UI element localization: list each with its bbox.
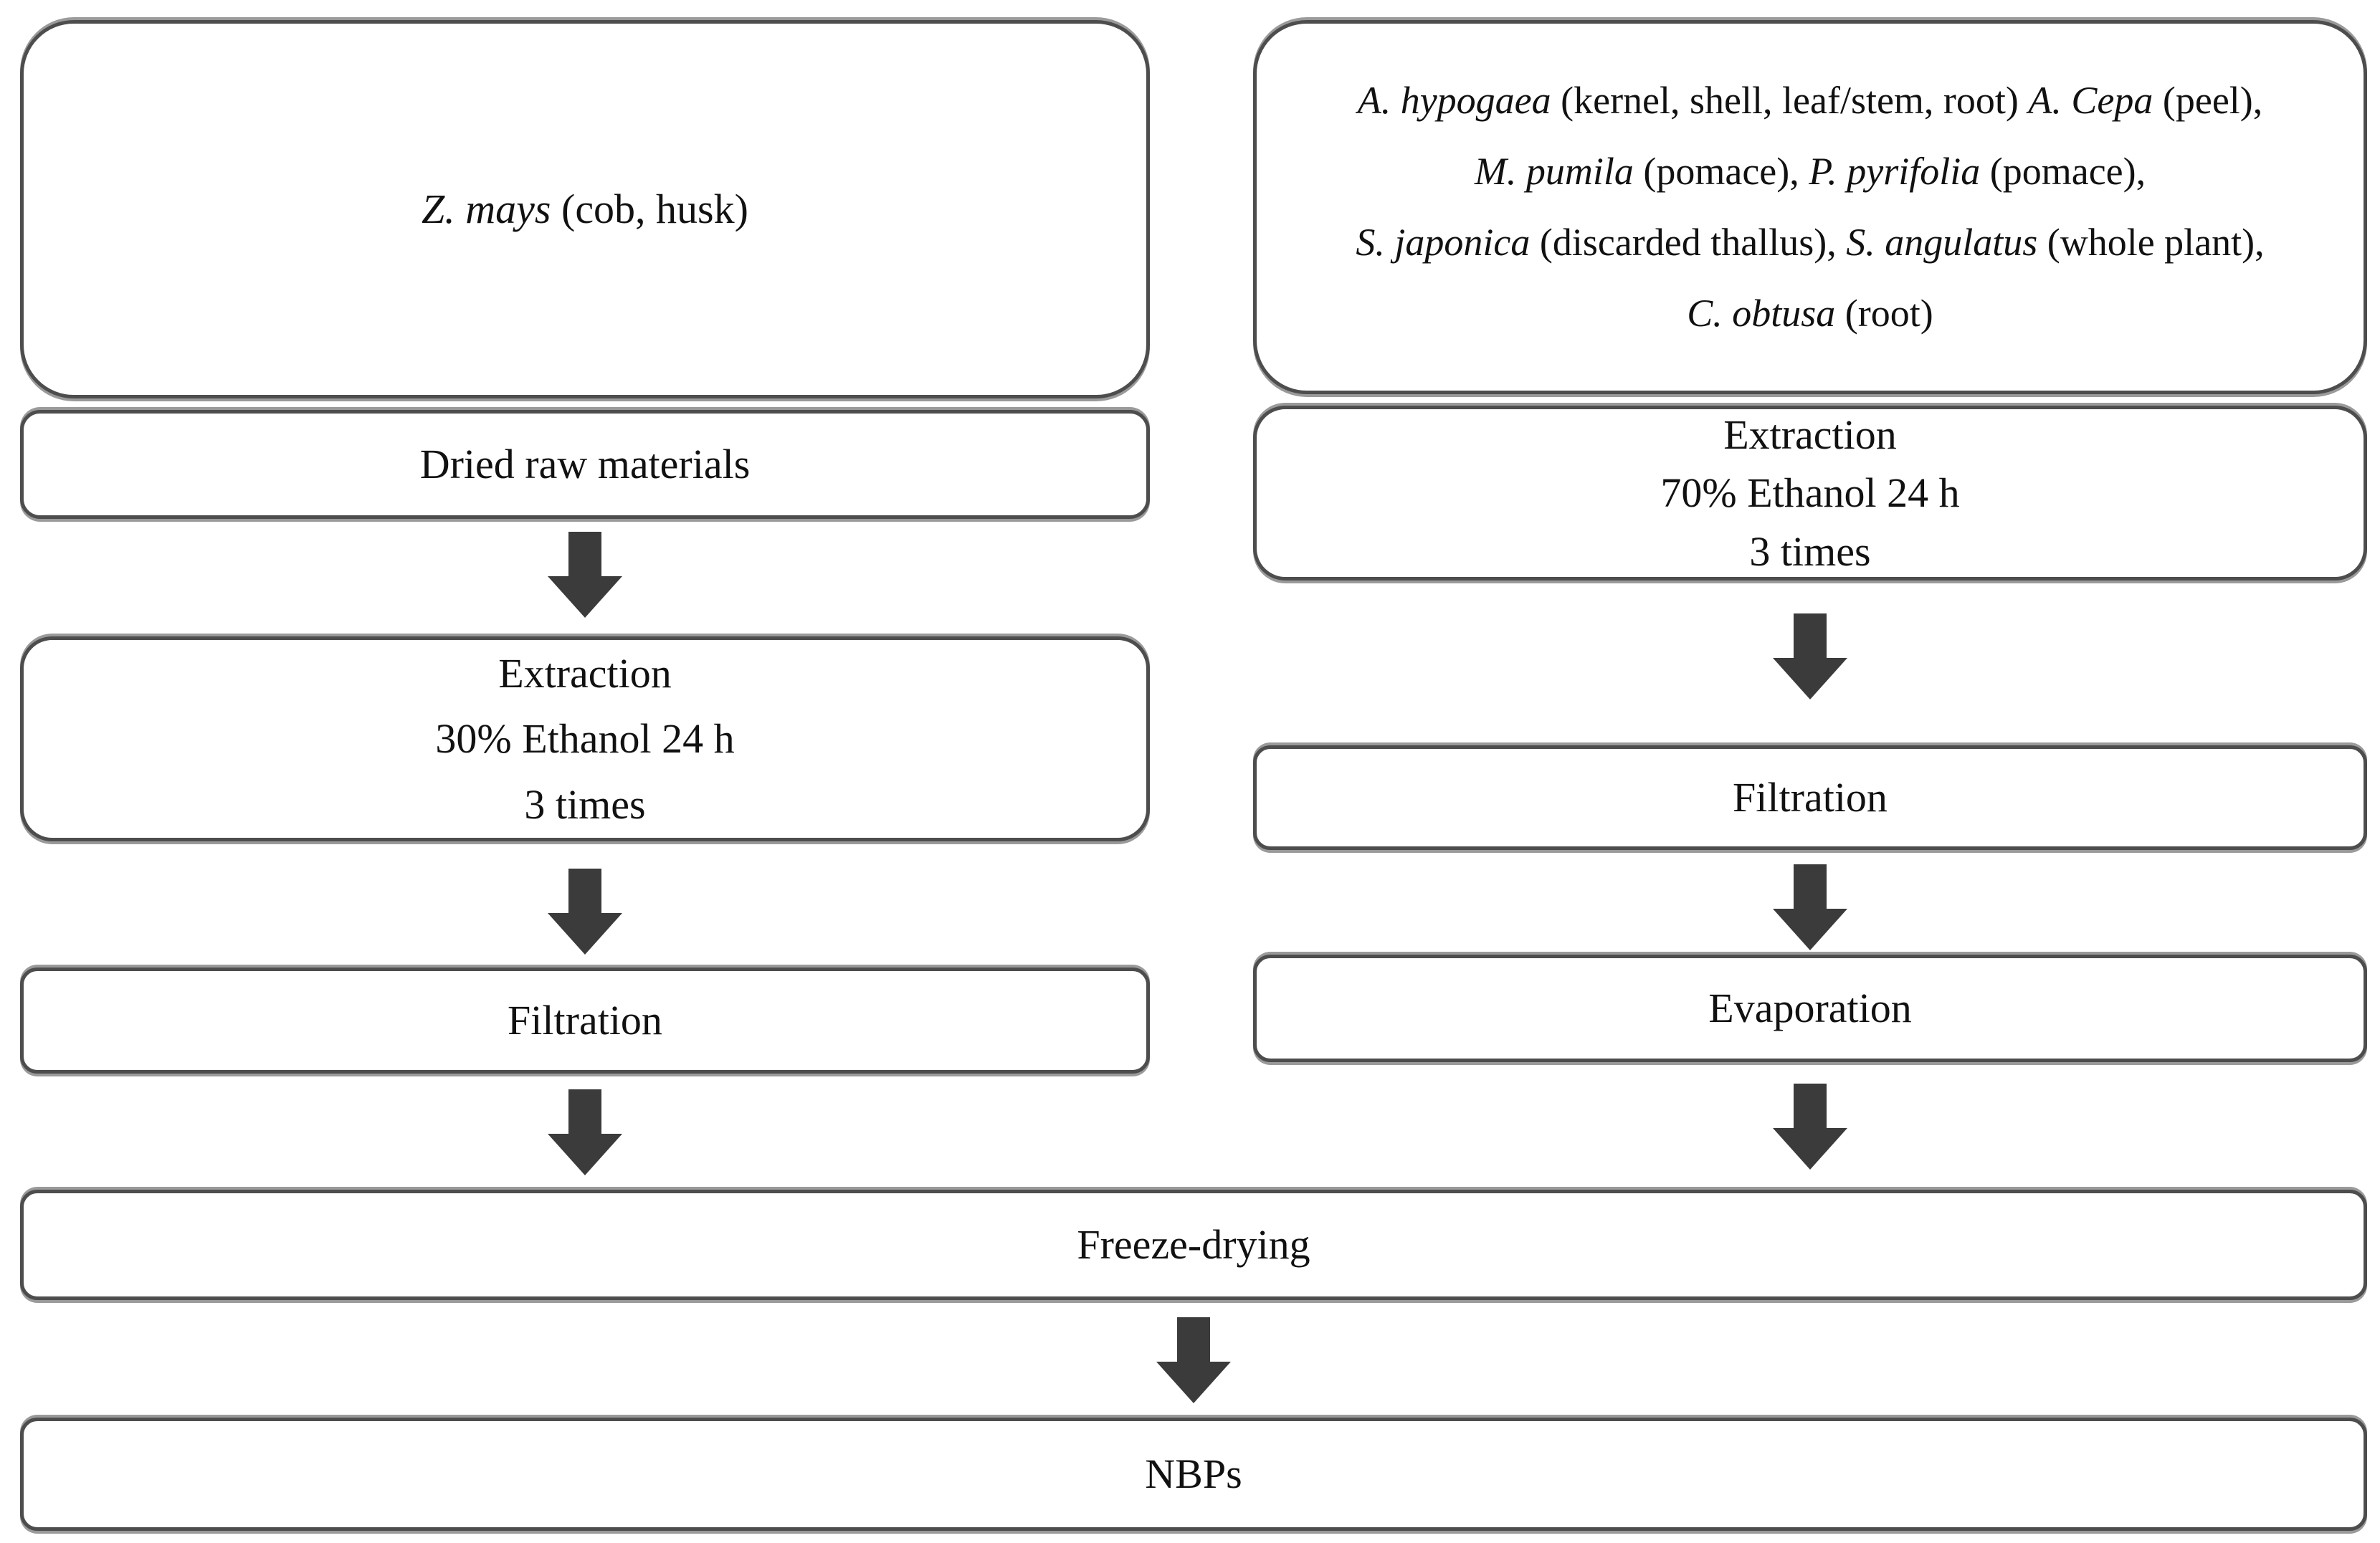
extraction-left-line-1: Extraction bbox=[498, 649, 672, 697]
down-arrow bbox=[548, 532, 622, 618]
dried-raw-materials-label: Dried raw materials bbox=[419, 440, 751, 487]
down-arrow bbox=[548, 1089, 622, 1175]
box-freeze-drying bbox=[20, 1190, 2367, 1300]
down-arrow bbox=[1773, 1084, 1847, 1170]
evaporation-label: Evaporation bbox=[1708, 984, 1912, 1031]
box-source-zmays bbox=[20, 20, 1150, 398]
source-species-line-4: C. obtusa (root) bbox=[1687, 291, 1933, 335]
box-filtration-left bbox=[20, 968, 1150, 1074]
box-source-species bbox=[1253, 20, 2367, 394]
source-species-line-2: M. pumila (pomace), P. pyrifolia (pomace), bbox=[1474, 150, 2146, 194]
box-nbps bbox=[20, 1418, 2367, 1531]
down-arrow bbox=[548, 869, 622, 955]
source-species-line-3: S. japonica (discarded thallus), S. angulatus (whole plant), bbox=[1356, 221, 2265, 264]
nbps-label: NBPs bbox=[1145, 1450, 1242, 1497]
box-extraction-right bbox=[1253, 406, 2367, 581]
source-species-line-1: A. hypogaea (kernel, shell, leaf/stem, root) A. Cepa (peel), bbox=[1357, 79, 2263, 123]
down-arrow bbox=[1156, 1317, 1231, 1403]
down-arrow bbox=[1773, 864, 1847, 950]
box-evaporation bbox=[1253, 955, 2367, 1062]
box-extraction-left bbox=[20, 636, 1150, 841]
extraction-left-line-3: 3 times bbox=[524, 780, 646, 828]
extraction-left-line-2: 30% Ethanol 24 h bbox=[435, 715, 735, 763]
extraction-right-line-3: 3 times bbox=[1749, 527, 1871, 575]
freeze-drying-label: Freeze-drying bbox=[1077, 1220, 1310, 1268]
box-dried-raw-materials bbox=[20, 410, 1150, 519]
extraction-right-line-1: Extraction bbox=[1723, 411, 1897, 459]
down-arrow bbox=[1773, 613, 1847, 699]
filtration-left-label: Filtration bbox=[508, 996, 662, 1043]
extraction-right-line-2: 70% Ethanol 24 h bbox=[1660, 469, 1960, 517]
filtration-right-label: Filtration bbox=[1733, 773, 1888, 821]
source-zmays-text: Z. mays (cob, husk) bbox=[422, 185, 748, 232]
box-filtration-right bbox=[1253, 745, 2367, 850]
